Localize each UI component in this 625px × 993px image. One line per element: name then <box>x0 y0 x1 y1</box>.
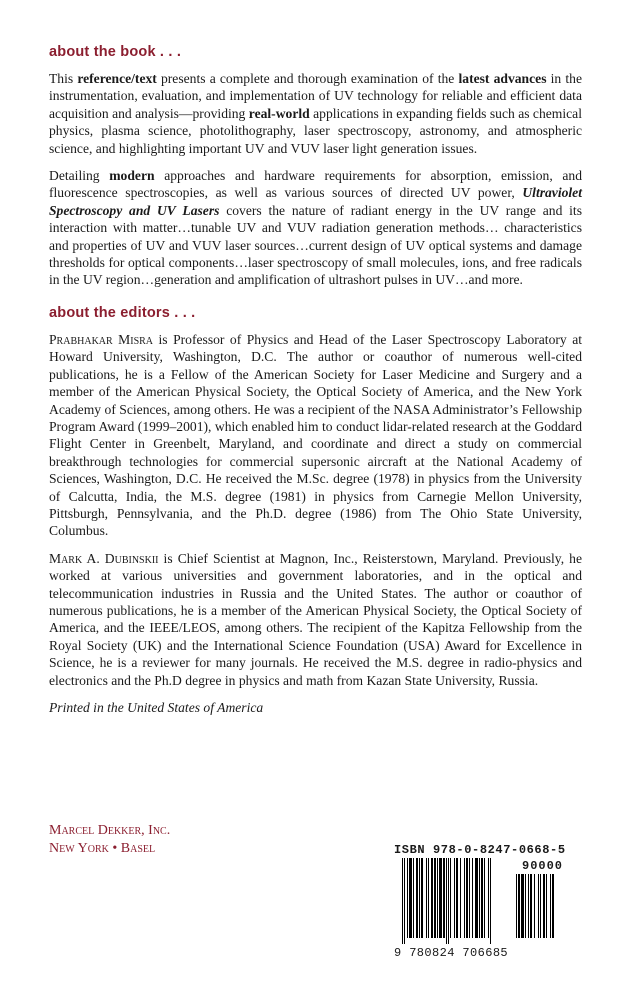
editor-2-name: Mark A. Dubinskii <box>49 550 159 566</box>
barcode-bar <box>454 858 455 938</box>
barcode-bar <box>419 858 420 938</box>
barcode-bar <box>475 858 478 938</box>
barcode-bar <box>409 858 412 938</box>
text-run: Ultraviolet Spectroscopy and UV Lasers <box>49 185 582 218</box>
editor-1-bio <box>49 331 582 540</box>
barcode-bar <box>469 858 470 938</box>
about-book-heading: about the book . . . <box>49 44 182 60</box>
barcode-bar <box>421 858 423 938</box>
text-run: Detailing <box>49 168 110 184</box>
barcode-bar <box>437 858 438 938</box>
barcode-bar <box>521 874 524 938</box>
barcode-bar <box>530 874 532 938</box>
publisher-imprint <box>49 822 170 858</box>
barcode-bar <box>402 858 403 944</box>
publisher-location: New York • Basel <box>49 841 156 856</box>
barcode-bar <box>484 858 485 938</box>
text-run: latest advances <box>458 71 547 86</box>
barcode-bar <box>534 874 535 938</box>
barcode-bar <box>428 858 429 938</box>
barcode-bar <box>426 858 427 938</box>
addon-digits: 90000 <box>522 859 564 873</box>
barcode-bar <box>460 858 461 938</box>
barcode-bar <box>518 874 520 938</box>
barcode-bar <box>538 874 539 938</box>
barcode-bar <box>550 874 551 938</box>
barcode-bar <box>546 874 547 938</box>
barcode-bar <box>525 874 526 938</box>
barcode-bar <box>431 858 433 938</box>
text-run: approaches and hardware requirements for absorption, emission, and fluorescence spectroscopies, as well as various sources of directed UV power, <box>49 168 582 201</box>
barcode-bar <box>404 858 405 944</box>
barcode-bar <box>416 858 418 938</box>
text-run: modern <box>109 168 155 184</box>
editor-1-text: is Professor of Physics and Head of the Laser Spectroscopy Laboratory at Howard University, Washington, D.C. The author or coauthor of numerous well-cited publications, he is a Fellow of the American Society for Laser Medicine and Surgery and a member of the American Physical Society, the Optical Society of America, and the New York Academy of Sciences, among others. He was a recipient of the NASA Administrator’s Fellowship Program Award (1999–2001), which enabled him to conduct lidar-related research at the Goddard Flight Center in Greenbelt, Maryland, and coordinate and direct a study on commercial breakthrough technologies for commercial supersonic aircraft at the National Academy of Sciences, Washington, D.C. He received the M.Sc. degree (1978) in physics from the University of Calcutta, India, the M.S. degree (1981) in physics from Carnegie Mellon University, Pittsburgh, Pennsylvania, and the Ph.D. degree (1986) from The Ohio State University, Columbus. <box>49 331 583 539</box>
barcode-bar <box>434 858 436 938</box>
text-run: presents a complete and thorough examination of the <box>156 71 459 86</box>
barcode-bar <box>446 858 447 944</box>
barcode-bar <box>407 858 408 938</box>
barcode-bar <box>448 858 449 944</box>
barcode-bar <box>540 874 541 938</box>
editor-2-text: is Chief Scientist at Magnon, Inc., Reisterstown, Maryland. Previously, he worked at various universities and government laboratories, and in the optical and telecommunication industries in Russia and the United States. The author or coauthor of numerous publications, he is a member of the American Physical Society, the Optical Society of America, and the IEEE/LEOS, among others. The recipient of the Kapitza Fellowship from the Royal Society (UK) and the International Science Foundation (USA) Award for Excellence in Science, he is a reviewer for many journals. He received the M.S. degree in radio-physics and electronics and the Ph.D degree in physics and math from Kazan State University, Russia. <box>49 550 582 688</box>
barcode-bar <box>443 858 445 938</box>
barcode-bar <box>552 874 554 938</box>
barcode-bar <box>466 858 468 938</box>
barcode-bar <box>528 874 529 938</box>
about-book-paragraph-1 <box>49 70 582 157</box>
barcode-bar <box>479 858 480 938</box>
text-run: real-world <box>248 105 310 121</box>
barcode-bar <box>516 874 517 938</box>
about-book-paragraph-2 <box>49 167 582 289</box>
publisher-name: Marcel Dekker, Inc. <box>49 823 171 838</box>
editor-2-bio <box>49 550 582 689</box>
text-run: This <box>49 71 78 86</box>
barcode-bar <box>456 858 458 938</box>
barcode-bar <box>439 858 442 938</box>
text-run: covers the nature of radiant energy in the UV range and its interaction with matter…tunable UV and VUV radiation generation methods… characteristics and properties of UV and VUV laser sources…current design of UV optical systems and damage thresholds for optical components…laser spectroscopy of small molecules, ions, and free radicals in the UV region…generation and amplification of ultrashort pulses in UV…and more. <box>49 202 582 288</box>
cover-text <box>49 44 582 726</box>
ean-digits: 9 780824 706685 <box>394 946 509 960</box>
printed-in-note: Printed in the United States of America <box>49 700 264 715</box>
ean-barcode-bars <box>402 858 514 944</box>
barcode-bar <box>481 858 483 938</box>
barcode-bar <box>413 858 414 938</box>
barcode-bar <box>543 874 545 938</box>
barcode-bar <box>490 858 491 944</box>
barcode-bar <box>464 858 465 938</box>
editor-1-name: Prabhakar Misra <box>49 331 154 347</box>
about-editors-heading: about the editors . . . <box>49 304 196 321</box>
barcode-bar <box>488 858 489 938</box>
text-run: applications in expanding fields such as chemical physics, plasma science, photolithography, laser spectroscopy, astronomy, and atmospheric science, and highlighting important UV and VUV laser light generation issues. <box>49 105 582 156</box>
isbn-barcode <box>394 843 582 963</box>
text-run: reference/text <box>77 71 157 86</box>
text-run: in the instrumentation, evaluation, and implementation of UV technology for reliable and efficient data acquisition and analysis—providing <box>49 71 582 121</box>
isbn-label: ISBN 978-0-8247-0668-5 <box>394 843 566 857</box>
barcode-bar <box>472 858 473 938</box>
addon-barcode-bars <box>516 874 566 944</box>
barcode-bar <box>450 858 451 938</box>
